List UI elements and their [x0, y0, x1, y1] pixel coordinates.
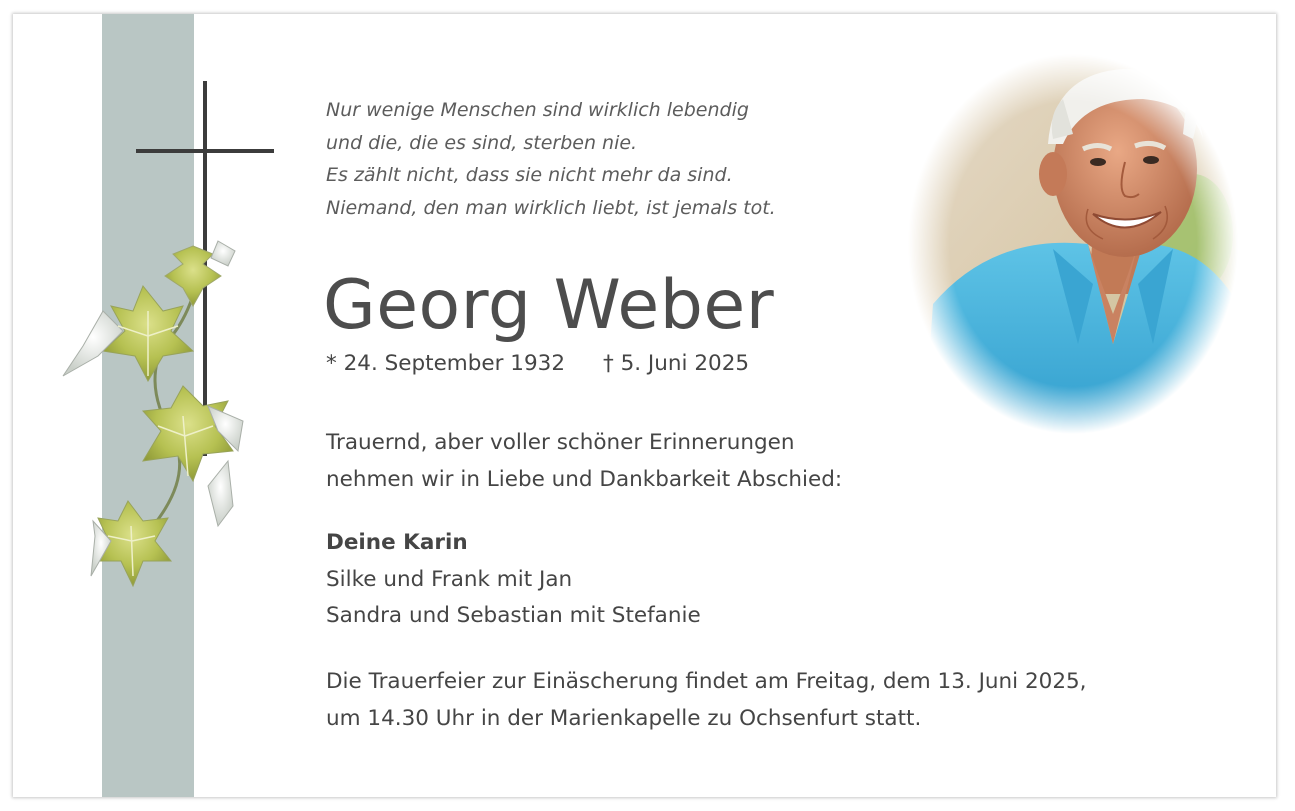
- obituary-card: [13, 14, 1276, 797]
- birth-date: * 24. September 1932: [326, 351, 565, 376]
- poem: [326, 94, 886, 224]
- ceremony-line: um 14.30 Uhr in der Marienkapelle zu Ochsenfurt statt.: [326, 705, 922, 731]
- death-date: † 5. Juni 2025: [603, 351, 750, 376]
- poem-line: Niemand, den man wirklich liebt, ist jemals tot.: [326, 196, 776, 219]
- grief-line: nehmen wir in Liebe und Dankbarkeit Abschied:: [326, 466, 843, 492]
- deceased-name: Georg Weber: [323, 266, 775, 345]
- ceremony-info: [326, 664, 1087, 737]
- ivy-decoration: [43, 236, 253, 596]
- ceremony-line: Die Trauerfeier zur Einäscherung findet am Freitag, dem 13. Juni 2025,: [326, 669, 1087, 694]
- mourner-primary: Deine Karin: [326, 530, 468, 555]
- grief-line: Trauernd, aber voller schöner Erinnerungen: [326, 430, 795, 455]
- mourners-list: [326, 525, 701, 635]
- poem-line: und die, die es sind, sterben nie.: [326, 131, 638, 154]
- mourner-line: Silke und Frank mit Jan: [326, 566, 573, 592]
- poem-line: Nur wenige Menschen sind wirklich lebendig: [326, 99, 749, 121]
- poem-line: Es zählt nicht, dass sie nicht mehr da sind.: [326, 164, 733, 186]
- mourner-line: Sandra und Sebastian mit Stefanie: [326, 603, 701, 628]
- life-dates: [326, 351, 749, 376]
- grief-text: [326, 425, 842, 498]
- portrait-photo: [903, 44, 1243, 444]
